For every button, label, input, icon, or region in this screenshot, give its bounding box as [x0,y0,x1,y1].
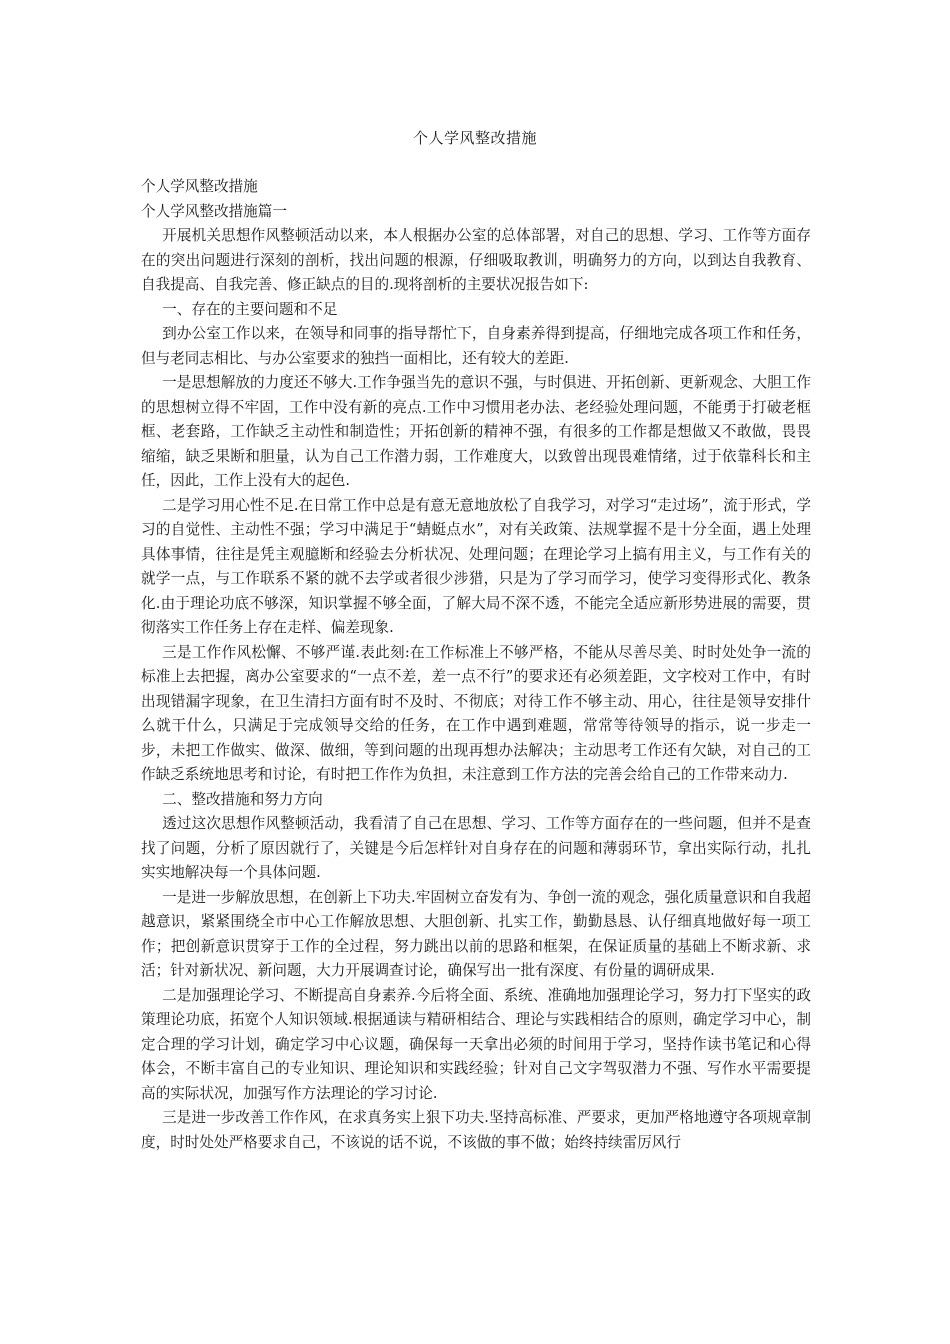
paragraph: 一是进一步解放思想，在创新上下功夫.牢固树立奋发有为、争创一流的观念，强化质量意识和自我超越意识，紧紧围绕全市中心工作解放思想、大胆创新、扎实工作，勤勤恳恳、认仔细真地做好每一项工作；把创新意识贯穿于工作的全过程，努力跳出以前的思路和框架，在保证质量的基础上不断求新、求活；针对新状况、新问题，大力开展调查讨论，确保写出一批有深度、有份量的调研成果. [141,888,811,979]
paragraph: 三是工作作风松懈、不够严谨.表此刻:在工作标准上不够严格，不能从尽善尽美、时时处处争一流的标准上去把握，离办公室要求的“一点不差，差一点不行”的要求还有必须差距，文字校对工作中，有时出现错漏字现象，在卫生清扫方面有时不及时、不彻底；对待工作不够主动、用心，往往是领导安排什么就干什么，只满足于完成领导交给的任务，在工作中遇到难题，常常等待领导的指示，说一步走一步，未把工作做实、做深、做细，等到问题的出现再想办法解决；主动思考工作还有欠缺，对自己的工作缺乏系统地思考和讨论，有时把工作作为负担，未注意到工作方法的完善会给自己的工作带来动力. [141,643,811,783]
paragraph: 三是进一步改善工作作风，在求真务实上狠下功夫.坚持高标准、严要求，更加严格地遵守各项规章制度，时时处处严格要求自己，不该说的话不说，不该做的事不做；始终持续雷厉风行 [141,1109,811,1151]
paragraph: 透过这次思想作风整顿活动，我看清了自己在思想、学习、工作等方面存在的一些问题，但并不是查找了问题，分析了原因就行了，关键是今后怎样针对自身存在的问题和薄弱环节，拿出实际行动，扎扎实实地解决每一个具体问题. [141,815,811,881]
paragraph: 二是加强理论学习、不断提高自身素养.今后将全面、系统、准确地加强理论学习，努力打下坚实的政策理论功底，拓宽个人知识领域.根据通读与精研相结合、理论与实践相结合的原则，确定学习中心，制定合理的学习计划，确定学习中心议题，确保每一天拿出必须的时间用于学习，坚持作读书笔记和心得体会，不断丰富自己的专业知识、理论知识和实践经验；针对自己文字驾驭潜力不强、写作水平需要提高的实际状况，加强写作方法理论的学习讨论. [141,986,811,1102]
document-heading: 个人学风整改措施 [141,178,258,195]
paragraph: 一是思想解放的力度还不够大.工作争强当先的意识不强，与时俱进、开拓创新、更新观念、大胆工作的思想树立得不牢固，工作中没有新的亮点.工作中习惯用老办法、老经验处理问题，不能勇于打破老框框、老套路，工作缺乏主动性和制造性；开拓创新的精神不强，有很多的工作都是想做又不敢做，畏畏缩缩，缺乏果断和胆量，认为自己工作潜力弱，工作难度大，以致曾出现畏难情绪，过于依靠科长和主任，因此，工作上没有大的起色. [141,374,811,489]
section-heading: 一、存在的主要问题和不足 [162,300,338,318]
paragraph: 到办公室工作以来，在领导和同事的指导帮忙下，自身素养得到提高，仔细地完成各项工作和任务，但与老同志相比、与办公室要求的独挡一面相比，还有较大的差距. [141,325,811,367]
section-heading: 二、整改措施和努力方向 [162,790,323,808]
paragraph: 开展机关思想作风整顿活动以来，本人根据办公室的总体部署，对自己的思想、学习、工作等方面存在的突出问题进行深刻的剖析，找出问题的根源，仔细吸取教训，明确努力的方向，以到达自我教育、自我提高、自我完善、修正缺点的目的.现将剖析的主要状况报告如下: [141,227,811,293]
document-title: 个人学风整改措施 [412,129,537,147]
document-subheading: 个人学风整改措施篇一 [141,202,287,220]
paragraph: 二是学习用心性不足.在日常工作中总是有意无意地放松了自我学习，对学习“走过场”，流于形式，学习的自觉性、主动性不强；学习中满足于“蜻蜓点水”，对有关政策、法规掌握不是十分全面，遇上处理具体事情，往往是凭主观臆断和经验去分析状况、处理问题；在理论学习上搞有用主义，与工作有关的就学一点，与工作联系不紧的就不去学或者很少涉猎，只是为了学习而学习，使学习变得形式化、教条化.由于理论功底不够深，知识掌握不够全面，了解大局不深不透，不能完全适应新形势进展的需要，贯彻落实工作任务上存在走样、偏差现象. [141,496,811,636]
document-body [141,175,811,1155]
